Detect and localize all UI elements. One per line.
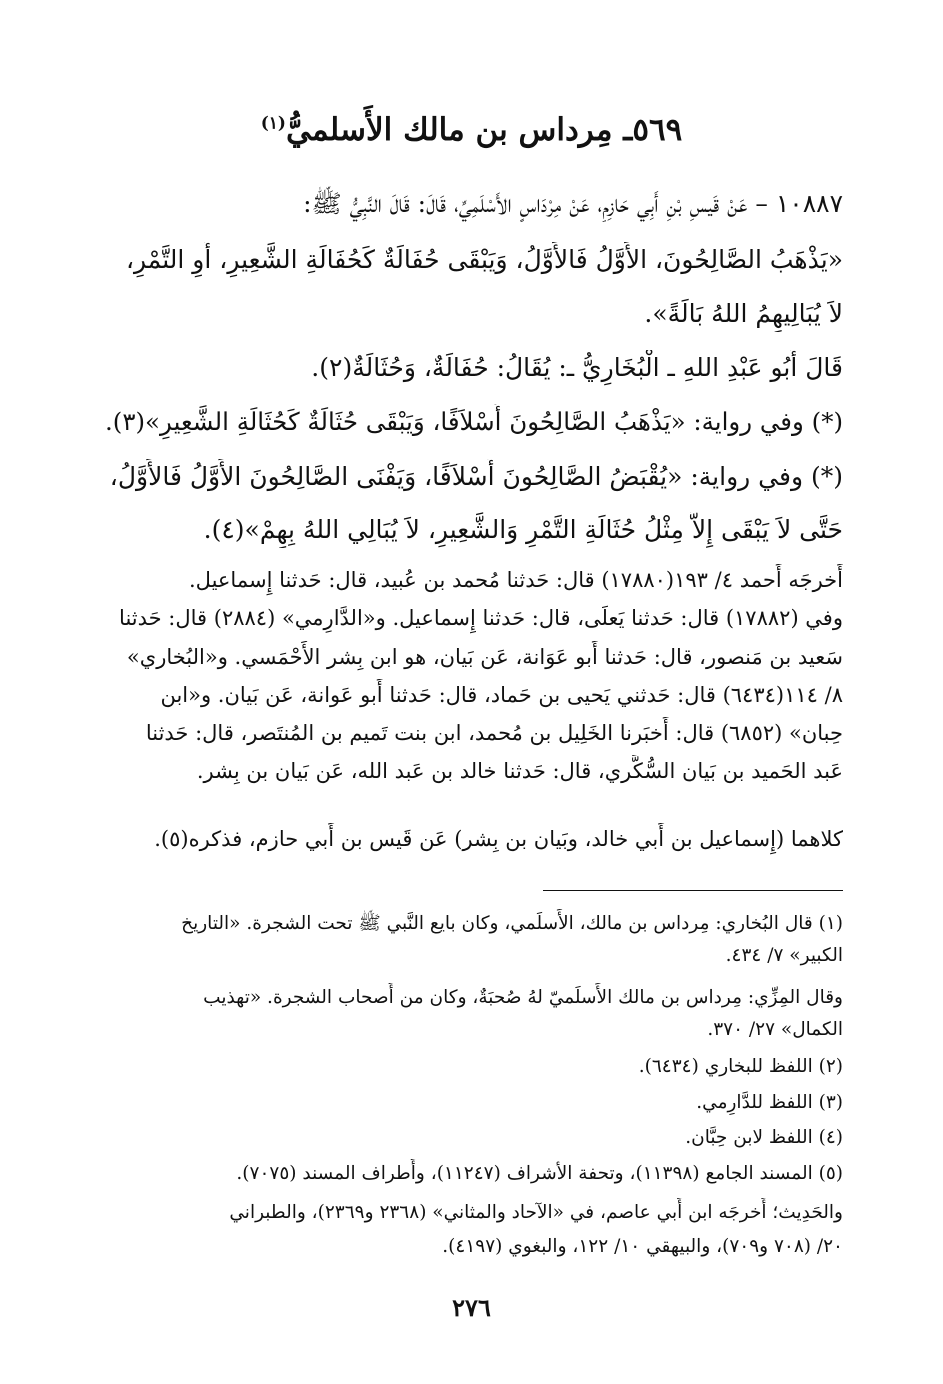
- footnote-line: (٢) اللفظ للبخاري (٦٤٣٤).: [638, 1056, 843, 1077]
- takhrij-line: أَخرجَه أَحمد ٤/ ١٩٣(١٧٨٨٠) قال: حَدثنا مُحمد بن عُبيد، قال: حَدثنا إِسماعيل.: [188, 568, 843, 592]
- footnote-line: (٣) اللفظ للدَّارِمي.: [696, 1092, 843, 1113]
- hadith-line: قَالَ أَبُو عَبْدِ اللهِ ـ الْبُخَارِيُّ ـ: يُقَالُ: حُفَالَةٌ، وَحُثَالَةٌ(٢).: [311, 353, 843, 382]
- takhrij-line: حِبان» (٦٨٥٢) قال: أَخبَرنا الخَلِيل بن مُحمد، ابن بنت تَميم بن المُنتَصر، قال: حَدثنا: [145, 721, 843, 745]
- chapter-heading: ـ مِرداس بن مالك الأَسلميُّ: [285, 112, 633, 148]
- hadith-line: ١٠٨٨٧ – عَنْ قَيسِ بْنِ أَبِي حَازِمٍ، عَنْ مِرْدَاسٍ الأَسْلَمِيِّ، قَالَ: قَالَ النَّبِيُّ ﷺ:: [303, 189, 843, 218]
- footnote-line: (١) قال البُخاري: مِرداس بن مالك، الأَسلَمي، وكان بايع النَّبي ﷺ تحت الشجرة. «التاريخ: [181, 913, 843, 934]
- takhrij-line: كلاهما (إِسماعيل بن أَبي خالد، وبَيان بن بِشر) عَن قَيس بن أَبي حازم، فذكره(٥).: [154, 827, 843, 851]
- hadith-line: (*) وفي رواية: «يُقْبَضُ الصَّالِحُونَ أَسْلاَفًا، وَيَفْنَى الصَّالِحُونَ الأَوَّلُ فَالأَوَّلُ،: [109, 462, 843, 491]
- hadith-line: «يَذْهَبُ الصَّالِحُونَ، الأَوَّلُ فَالأَوَّلُ، وَيَبْقَى حُفَالَةٌ كَحُفَالَةِ الشَّعِيرِ، أَوِ التَّمْرِ،: [125, 245, 843, 274]
- footnote-line: والحَدِيث؛ أَخرجَه ابن أَبي عاصم، في «الآحاد والمثاني» (٢٣٦٨ و٢٣٦٩)، والطبراني: [229, 1202, 843, 1223]
- chapter-footnote-marker: (١): [260, 113, 286, 134]
- chapter-number: ٥٦٩: [632, 112, 683, 148]
- takhrij-line: وفي (١٧٨٨٢) قال: حَدثنا يَعلَى، قال: حَدثنا إِسماعيل. و«الدَّارِمي» (٢٨٨٤) قال: حَدثنا: [119, 606, 843, 630]
- footnote-line: وقال المِزِّي: مِرداس بن مالك الأَسلَميّ لهُ صُحبَةٌ، وكان من أَصحاب الشجرة. «تهذيب: [203, 987, 843, 1008]
- footnote-line: الكبير» ٧/ ٤٣٤.: [725, 945, 843, 966]
- takhrij-line: سَعيد بن مَنصور، قال: حَدثنا أَبو عَوَانة، عَن بَيان، هو ابن بِشر الأَحْمَسي. و«البُخاري»: [126, 645, 843, 669]
- footnote-separator: [543, 890, 843, 891]
- page-number: ٢٧٦: [452, 1293, 491, 1322]
- footnote-line: الكمال» ٢٧/ ٣٧٠.: [707, 1019, 843, 1040]
- hadith-line: (*) وفي رواية: «يَذْهَبُ الصَّالِحُونَ أَسْلاَفًا، وَيَبْقَى حُثَالَةٌ كَحُثَالَةِ الشَّعِيرِ»(٣).: [104, 407, 843, 436]
- takhrij-line: عَبد الحَميد بن بَيان السُّكَّري، قال: حَدثنا خالد بن عَبد الله، عَن بَيان بن بِشر.: [196, 759, 843, 783]
- hadith-line: لاَ يُبَالِيهِمُ اللهُ بَالَةً».: [644, 299, 843, 328]
- footnote-line: (٤) اللفظ لابن حِبَّان.: [685, 1127, 843, 1148]
- footnote-line: ٢٠/ (٧٠٨ و٧٠٩)، والبيهقي ١٠/ ١٢٢، والبغوي (٤١٩٧).: [442, 1236, 843, 1257]
- chapter-title: [0, 112, 943, 148]
- takhrij-line: ٨/ ١١٤(٦٤٣٤) قال: حَدثني يَحيى بن حَماد، قال: حَدثنا أَبو عَوانة، عَن بَيان. و«ابن: [160, 683, 843, 707]
- hadith-line: حَتَّى لاَ يَبْقَى إِلاَّ مِثْلُ حُثَالَةِ التَّمْرِ وَالشَّعِيرِ، لاَ يُبَالِي اللهُ بِهِمْ»(٤).: [203, 515, 843, 544]
- footnote-line: (٥) المسند الجامع (١١٣٩٨)، وتحفة الأشراف (١١٢٤٧)، وأَطراف المسند (٧٠٧٥).: [236, 1163, 843, 1184]
